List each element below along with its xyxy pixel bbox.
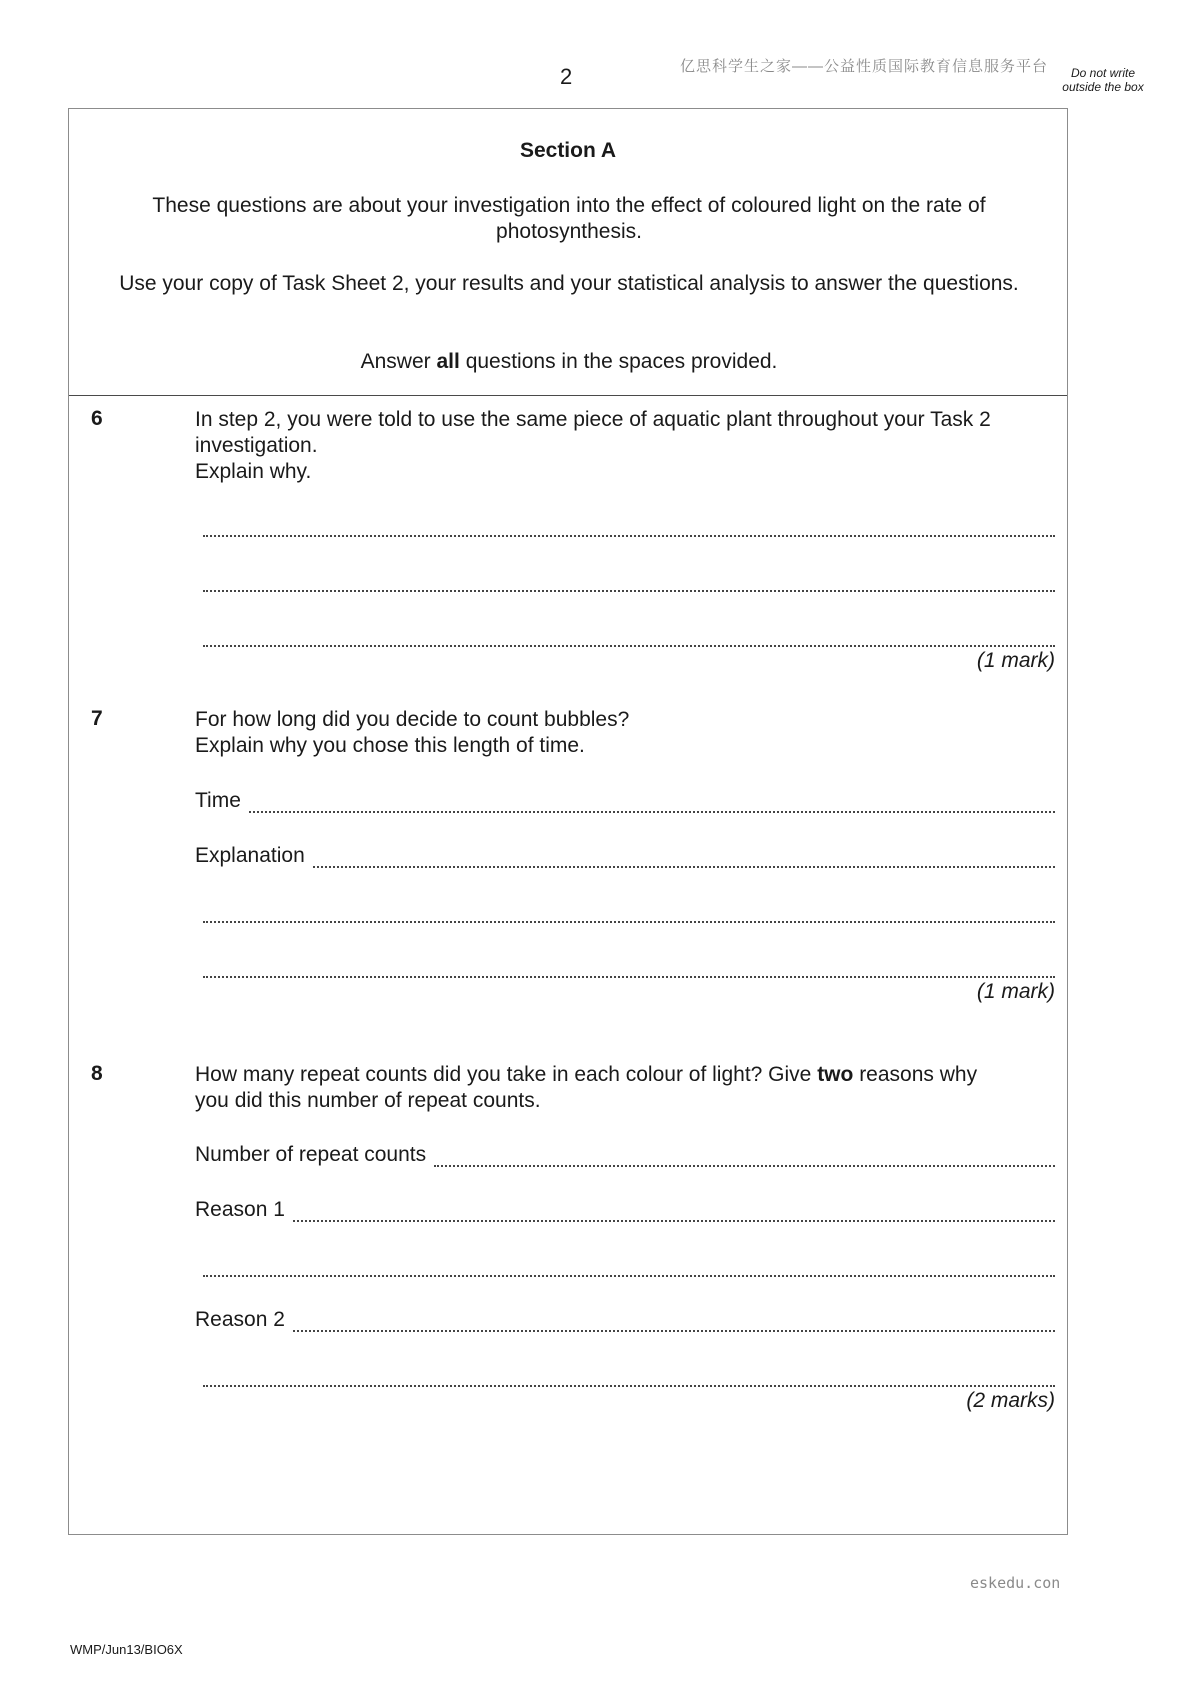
section-intro: [69, 109, 1067, 395]
question-text-part: How many repeat counts did you take in each colour of light? Give: [195, 1063, 812, 1086]
question-line: you did this number of repeat counts.: [195, 1089, 541, 1112]
answer-label: Explanation: [195, 844, 305, 867]
answer-label: Reason 2: [195, 1308, 285, 1331]
question-line: [195, 1062, 1055, 1088]
dotted-line: [203, 1367, 1055, 1387]
time-answer-line[interactable]: [195, 787, 1055, 813]
paper-code: WMP/Jun13/BIO6X: [70, 1642, 183, 1657]
question-line: In step 2, you were told to use the same piece of aquatic plant throughout your Task 2: [195, 408, 991, 431]
answer-line[interactable]: [195, 621, 1055, 647]
answer-box: [68, 108, 1068, 1535]
section-title: Section A: [519, 139, 617, 162]
dotted-line: [203, 627, 1055, 647]
mark-allocation: (2 marks): [966, 1389, 1055, 1412]
question-line: For how long did you decide to count bubbles?: [195, 708, 630, 731]
question-text: [195, 707, 1055, 759]
question-number: 7: [91, 707, 103, 730]
footer-watermark: eskedu.con: [970, 1574, 1061, 1592]
dotted-line: [293, 1312, 1055, 1332]
intro-paragraph: These questions are about your investigation into the effect of coloured light on the rate of photosynthesis.: [152, 194, 986, 243]
reason-1-answer-line[interactable]: [195, 1196, 1055, 1222]
dotted-line: [203, 1257, 1055, 1277]
answer-line[interactable]: [195, 1251, 1055, 1277]
reason-2-answer-line[interactable]: [195, 1306, 1055, 1332]
answer-line[interactable]: [195, 566, 1055, 592]
dotted-line: [249, 793, 1055, 813]
question-number: 6: [91, 407, 103, 430]
dotted-line: [293, 1202, 1055, 1222]
mark-allocation: (1 mark): [976, 649, 1055, 672]
answer-line[interactable]: [195, 952, 1055, 978]
answer-line[interactable]: [195, 1361, 1055, 1387]
question-text: [195, 407, 1055, 485]
answer-line[interactable]: [195, 897, 1055, 923]
dotted-line: [313, 848, 1055, 868]
dotted-line: [203, 903, 1055, 923]
question-text-part: reasons why: [859, 1063, 978, 1086]
question-line: Explain why.: [195, 460, 312, 483]
explanation-answer-line[interactable]: [195, 842, 1055, 868]
margin-note: Do not write outside the box: [1062, 66, 1144, 94]
answer-line[interactable]: [195, 511, 1055, 537]
question-line: Explain why you chose this length of time.: [195, 734, 585, 757]
instruction-emphasis: all: [436, 350, 460, 373]
instruction-text: questions in the spaces provided.: [465, 350, 778, 373]
answer-label: Reason 1: [195, 1198, 285, 1221]
answer-label: Time: [195, 789, 241, 812]
question-emphasis: two: [817, 1063, 854, 1086]
question-text: [195, 1062, 1055, 1114]
section-divider: [69, 395, 1067, 396]
dotted-line: [203, 517, 1055, 537]
question-number: 8: [91, 1062, 103, 1085]
dotted-line: [434, 1147, 1055, 1167]
header-watermark: 亿思科学生之家——公益性质国际教育信息服务平台: [680, 58, 1049, 75]
intro-paragraph: Use your copy of Task Sheet 2, your results and your statistical analysis to answer the questions.: [119, 272, 1019, 295]
page-number: 2: [560, 64, 573, 89]
instruction-text: Answer: [360, 350, 431, 373]
dotted-line: [203, 958, 1055, 978]
dotted-line: [203, 572, 1055, 592]
question-line: investigation.: [195, 434, 318, 457]
repeat-count-answer-line[interactable]: [195, 1141, 1055, 1167]
mark-allocation: (1 mark): [976, 980, 1055, 1003]
instruction-paragraph: [109, 349, 1029, 375]
answer-label: Number of repeat counts: [195, 1143, 427, 1166]
